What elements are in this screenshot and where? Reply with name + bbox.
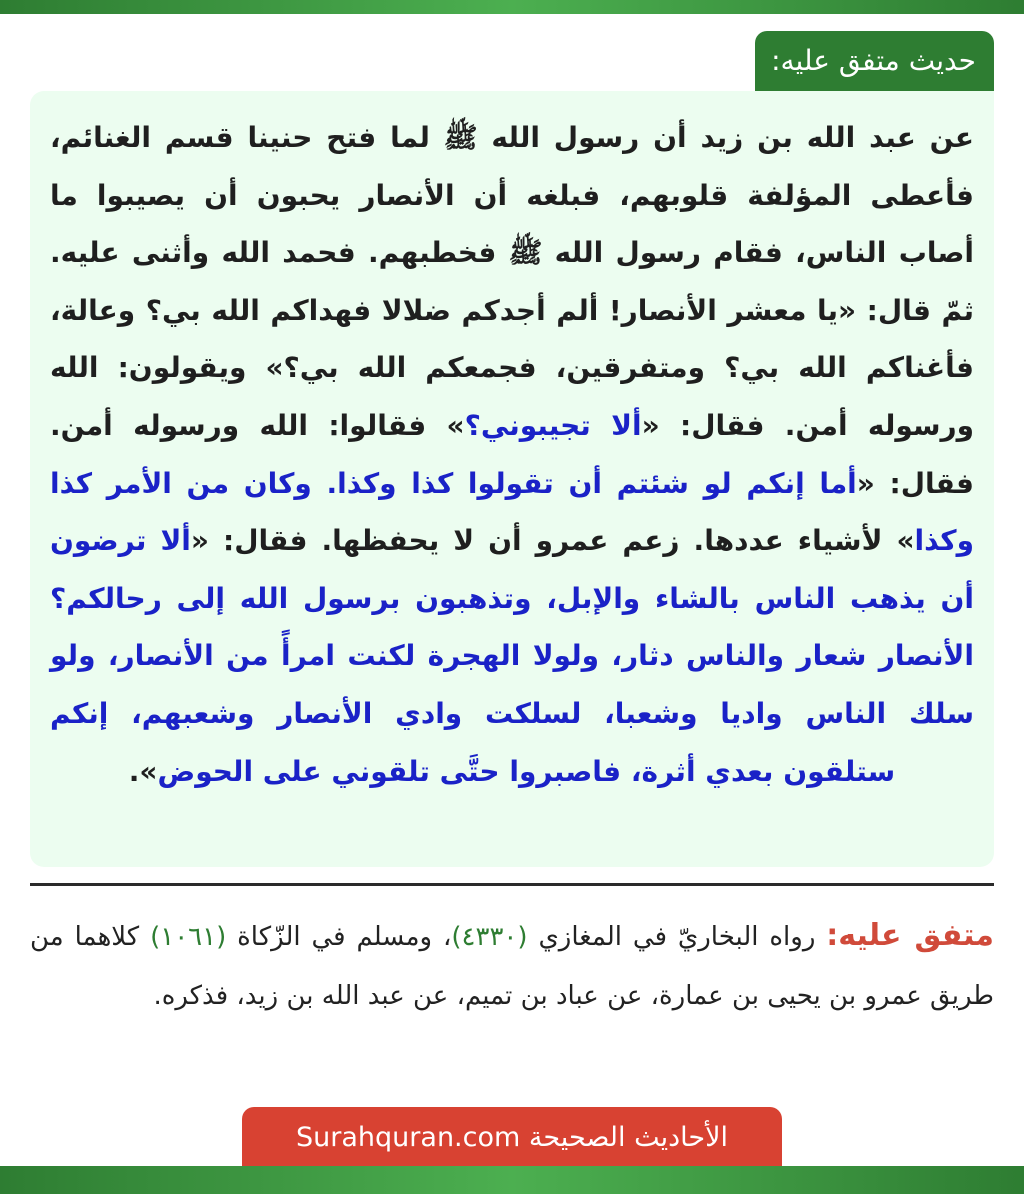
prophet-speech: ألا تجيبوني؟ (464, 408, 642, 442)
top-decor-bar (0, 0, 1024, 14)
hadith-narration: ». (128, 754, 158, 788)
source-text: كلاهما من طريق عمرو بن يحيى بن عمارة، عن عباد بن تميم، عن عبد الله بن زيد، فذكره. (30, 922, 994, 1011)
hadith-narration: » لأشياء عددها. زعم عمرو أن لا يحفظها. فقال: « (190, 524, 915, 558)
hadith-source (30, 906, 994, 1026)
hadith-type-tag: حديث متفق عليه: (755, 31, 994, 91)
bottom-decor-bar (0, 1166, 1024, 1194)
source-label: متفق عليه: (826, 918, 994, 953)
source-text: رواه البخاريّ في المغازي (538, 922, 816, 952)
prophet-speech: أما إنكم لو شئتم أن تقولوا كذا وكذا. وكان من الأمر كذا وكذا (50, 466, 974, 558)
prophet-speech: ألا ترضون أن يذهب الناس بالشاء والإبل، وتذهبون برسول الله إلى رحالكم؟ الأنصار شعار والناس دثار، ولولا الهجرة لكنت امرأً من الأنصار، ولو سلك الناس واديا وشعبا، لسلكت وادي الأنصار وشعبهم، إنكم ستلقون بعدي أثرة، فاصبروا حتَّى تلقوني على الحوض (50, 524, 974, 788)
site-badge[interactable]: الأحاديث الصحيحة Surahquran.com (242, 1107, 782, 1168)
source-text: ، ومسلم في الزّكاة (237, 922, 452, 952)
hadith-text (50, 109, 974, 800)
muslim-reference: (١٠٦١) (150, 922, 227, 952)
hadith-narration: » فقالوا: الله ورسوله أمن. فقال: « (50, 408, 975, 500)
bukhari-reference: (٤٣٣٠) (451, 922, 528, 952)
hadith-narration: عن عبد الله بن زيد أن رسول الله ﷺ لما فتح حنينا قسم الغنائم، فأعطى المؤلفة قلوبهم، فبلغه أن الأنصار يحبون أن يصيبوا ما أصاب الناس، فقام رسول الله ﷺ فخطبهم. فحمد الله وأثنى عليه. ثمّ قال: «يا معشر الأنصار! ألم أجدكم ضلالا فهداكم الله بي؟ وعالة، فأغناكم الله بي؟ ومتفرقين، فجمعكم الله بي؟» ويقولون: الله ورسوله أمن. فقال: « (50, 121, 975, 442)
section-divider (30, 883, 994, 886)
hadith-box (30, 91, 994, 867)
